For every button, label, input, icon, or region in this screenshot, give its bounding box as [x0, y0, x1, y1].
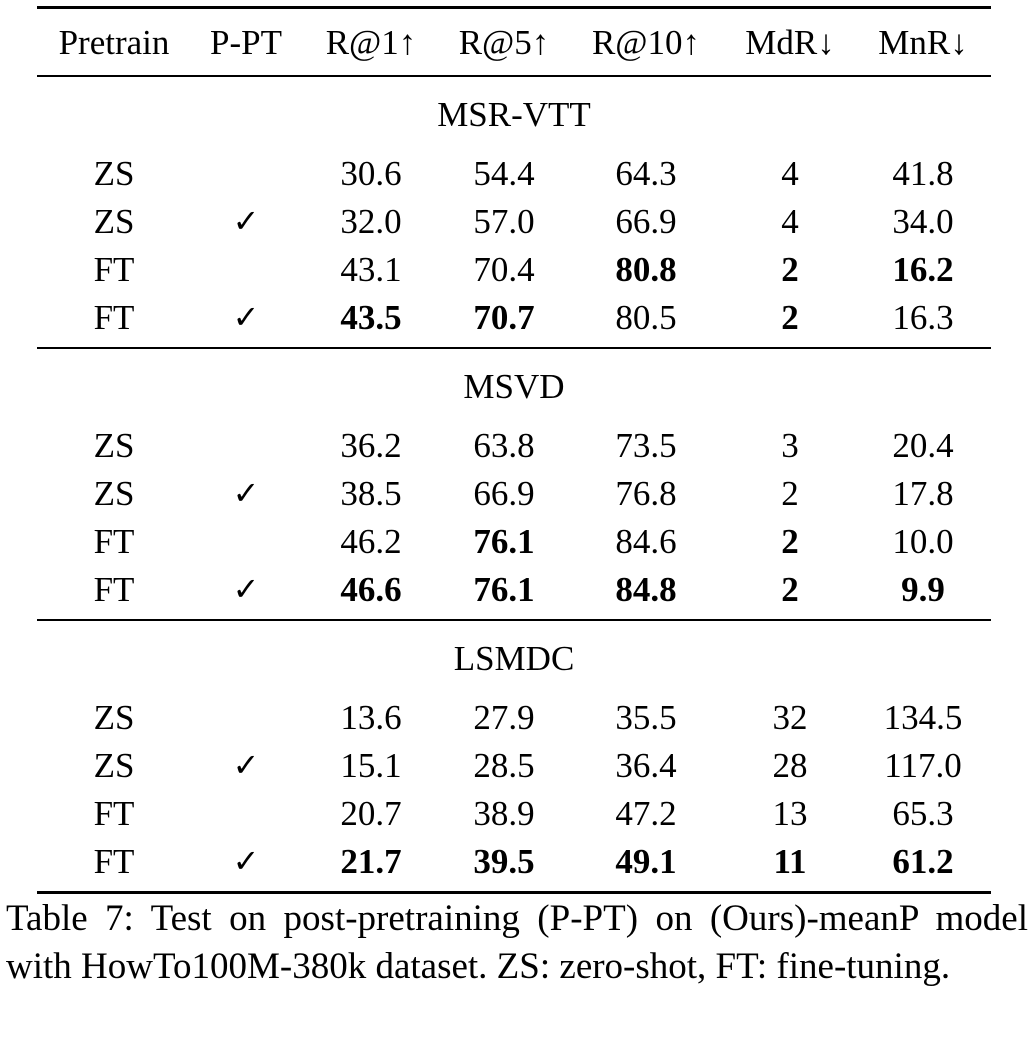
table-row	[37, 693, 991, 741]
table-row	[37, 837, 991, 893]
cell-r10: 84.8	[567, 565, 725, 620]
cell-r5: 70.7	[441, 293, 567, 348]
cell-r10: 36.4	[615, 745, 677, 785]
check-icon: ✓	[191, 565, 301, 620]
section-msvd	[37, 348, 991, 620]
cell-mdr: 2	[781, 473, 799, 513]
cell-mdr: 3	[781, 425, 799, 465]
cell-mdr: 2	[725, 293, 855, 348]
header-r5: R@5↑	[441, 8, 567, 77]
cell-mnr: 117.0	[884, 745, 962, 785]
header-mdr: MdR↓	[725, 8, 855, 77]
cell-r1: 20.7	[340, 793, 402, 833]
cell-r5: 28.5	[473, 745, 535, 785]
cell-r5: 27.9	[473, 697, 535, 737]
check-icon: ✓	[232, 747, 260, 783]
cell-r10: 76.8	[615, 473, 677, 513]
section-title: MSVD	[463, 366, 565, 406]
cell-r1: 46.6	[301, 565, 441, 620]
section-lsmdc	[37, 620, 991, 893]
results-table	[37, 6, 991, 894]
cell-mnr: 9.9	[855, 565, 991, 620]
cell-r1: 36.2	[340, 425, 402, 465]
check-icon: ✓	[191, 293, 301, 348]
cell-mnr: 16.2	[892, 249, 954, 289]
cell-r5: 54.4	[473, 153, 535, 193]
cell-r10: 47.2	[615, 793, 677, 833]
cell-r5: 76.1	[473, 521, 535, 561]
cell-r10: 80.5	[567, 293, 725, 348]
check-icon	[191, 149, 301, 197]
cell-mdr: 32	[772, 697, 808, 737]
check-icon: ✓	[191, 837, 301, 893]
cell-r5: 70.4	[473, 249, 535, 289]
cell-mnr: 20.4	[892, 425, 954, 465]
cell-r1: 30.6	[340, 153, 402, 193]
cell-mnr: 61.2	[855, 837, 991, 893]
cell-r10: 35.5	[615, 697, 677, 737]
table-row	[37, 197, 991, 245]
cell-mnr: 134.5	[883, 697, 963, 737]
cell-pretrain: ZS	[93, 201, 135, 241]
section-title: MSR-VTT	[437, 94, 591, 134]
cell-r5: 76.1	[441, 565, 567, 620]
cell-r1: 38.5	[340, 473, 402, 513]
cell-r1: 46.2	[340, 521, 402, 561]
cell-mdr: 28	[772, 745, 808, 785]
cell-mdr: 2	[781, 521, 799, 561]
header-mnr: MnR↓	[855, 8, 991, 77]
check-icon	[191, 693, 301, 741]
cell-r1: 32.0	[340, 201, 402, 241]
header-ppt: P-PT	[191, 8, 301, 77]
cell-pretrain: FT	[93, 521, 135, 561]
check-icon	[191, 517, 301, 565]
section-title: LSMDC	[453, 638, 575, 678]
cell-pretrain: ZS	[93, 697, 135, 737]
table-row	[37, 565, 991, 620]
cell-mnr: 17.8	[892, 473, 954, 513]
section-title-row	[37, 348, 991, 421]
cell-mdr: 4	[781, 153, 799, 193]
check-icon: ✓	[232, 475, 260, 511]
cell-mnr: 34.0	[892, 201, 954, 241]
cell-r5: 39.5	[441, 837, 567, 893]
cell-r5: 57.0	[473, 201, 535, 241]
cell-r1: 43.1	[340, 249, 402, 289]
header-pretrain: Pretrain	[37, 8, 191, 77]
cell-pretrain: ZS	[93, 153, 135, 193]
check-icon	[191, 245, 301, 293]
cell-mnr: 10.0	[892, 521, 954, 561]
cell-r10: 84.6	[615, 521, 677, 561]
cell-pretrain: FT	[93, 249, 135, 289]
cell-pretrain: ZS	[93, 425, 135, 465]
header-r1: R@1↑	[301, 8, 441, 77]
cell-r5: 63.8	[473, 425, 535, 465]
cell-mdr: 11	[725, 837, 855, 893]
table-caption: Table 7: Test on post-pretraining (P-PT) on (Ours)-meanP model with HowTo100M-380k dataset. ZS: zero-shot, FT: fine-tuning.	[6, 898, 1028, 987]
cell-r1: 43.5	[301, 293, 441, 348]
cell-r5: 38.9	[473, 793, 535, 833]
table-row	[37, 421, 991, 469]
table-row	[37, 741, 991, 789]
table-row	[37, 469, 991, 517]
check-icon	[191, 421, 301, 469]
cell-mdr: 4	[781, 201, 799, 241]
cell-r1: 13.6	[340, 697, 402, 737]
table-row	[37, 517, 991, 565]
cell-mnr: 41.8	[892, 153, 954, 193]
table-row	[37, 293, 991, 348]
cell-pretrain: FT	[37, 293, 191, 348]
cell-pretrain: FT	[93, 793, 135, 833]
cell-pretrain: FT	[37, 837, 191, 893]
cell-mdr: 2	[725, 565, 855, 620]
cell-pretrain: FT	[37, 565, 191, 620]
cell-mnr: 16.3	[855, 293, 991, 348]
cell-pretrain: ZS	[93, 745, 135, 785]
cell-r10: 66.9	[615, 201, 677, 241]
header-r10: R@10↑	[567, 8, 725, 77]
cell-r5: 66.9	[473, 473, 535, 513]
table-row	[37, 789, 991, 837]
cell-pretrain: ZS	[93, 473, 135, 513]
section-title-row	[37, 76, 991, 149]
table-row	[37, 245, 991, 293]
check-icon	[191, 789, 301, 837]
cell-r10: 64.3	[615, 153, 677, 193]
cell-r10: 49.1	[567, 837, 725, 893]
section-msr-vtt	[37, 76, 991, 348]
header-row	[37, 8, 991, 77]
check-icon: ✓	[232, 203, 260, 239]
cell-mdr: 13	[772, 793, 808, 833]
cell-r1: 21.7	[301, 837, 441, 893]
cell-mdr: 2	[781, 249, 799, 289]
section-title-row	[37, 620, 991, 693]
cell-r10: 73.5	[615, 425, 677, 465]
table-row	[37, 149, 991, 197]
cell-r10: 80.8	[615, 249, 677, 289]
cell-mnr: 65.3	[892, 793, 954, 833]
cell-r1: 15.1	[340, 745, 402, 785]
